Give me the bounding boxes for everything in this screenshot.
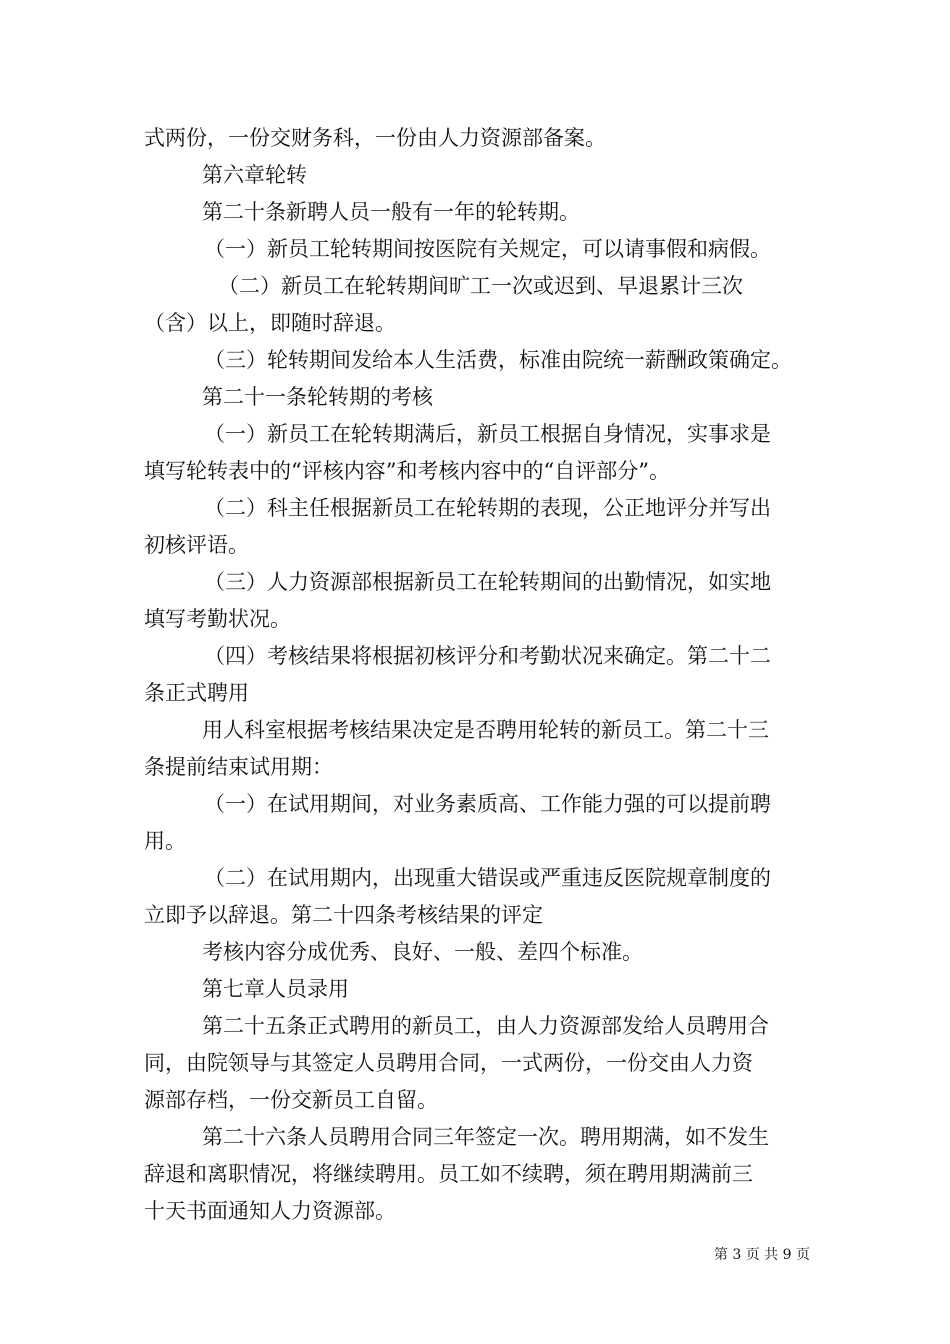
text-line: 初核评语。 <box>144 533 249 557</box>
paragraph-text: 考核内容分成优秀、良好、一般、差四个标准。 <box>202 940 643 964</box>
text-line: 条提前结束试用期： <box>144 755 333 779</box>
text-line: 十天书面通知人力资源部。 <box>144 1199 396 1223</box>
text-line: （含）以上，即随时辞退。 <box>144 311 396 335</box>
clause-text: （二）新员工在轮转期间旷工一次或迟到、早退累计三次 <box>218 274 743 298</box>
text-line: 用。 <box>144 829 186 853</box>
text-line: 同，由院领导与其签定人员聘用合同，一式两份，一份交由人力资 <box>144 1051 753 1075</box>
clause-text: （三）轮转期间发给本人生活费，标准由院统一薪酬政策确定。 <box>204 348 792 372</box>
clause-text: （一）新员工在轮转期满后，新员工根据自身情况，实事求是 <box>204 422 771 446</box>
text-line: 填写轮转表中的“评核内容”和考核内容中的“自评部分”。 <box>144 459 670 483</box>
clause-text: （四）考核结果将根据初核评分和考勤状况来确定。第二十二 <box>204 644 771 668</box>
clause-text: （一）新员工轮转期间按医院有关规定，可以请事假和病假。 <box>204 237 771 261</box>
paragraph-text: 用人科室根据考核结果决定是否聘用轮转的新员工。第二十三 <box>202 718 769 742</box>
clause-text: （三）人力资源部根据新员工在轮转期间的出勤情况，如实地 <box>204 570 771 594</box>
page-number: 第 3 页 共 9 页 <box>713 1247 810 1263</box>
text-line: 条正式聘用 <box>144 681 249 705</box>
article-text: 第二十六条人员聘用合同三年签定一次。聘用期满，如不发生 <box>202 1125 769 1149</box>
clause-text: （二）在试用期内，出现重大错误或严重违反医院规章制度的 <box>204 866 771 890</box>
text-line: 辞退和离职情况，将继续聘用。员工如不续聘，须在聘用期满前三 <box>144 1162 753 1186</box>
article-text: 第二十一条轮转期的考核 <box>202 385 433 409</box>
article-text: 第二十五条正式聘用的新员工，由人力资源部发给人员聘用合 <box>202 1014 769 1038</box>
chapter-heading: 第六章轮转 <box>202 163 307 187</box>
chapter-heading: 第七章人员录用 <box>202 977 349 1001</box>
document-body <box>144 120 810 1230</box>
article-text: 第二十条新聘人员一般有一年的轮转期。 <box>202 200 580 224</box>
clause-text: （二）科主任根据新员工在轮转期的表现，公正地评分并写出 <box>204 496 771 520</box>
text-line: 填写考勤状况。 <box>144 607 291 631</box>
clause-text: （一）在试用期间，对业务素质高、工作能力强的可以提前聘 <box>204 792 771 816</box>
text-line: 式两份，一份交财务科，一份由人力资源部备案。 <box>144 126 606 150</box>
text-line: 源部存档，一份交新员工自留。 <box>144 1088 438 1112</box>
text-line: 立即予以辞退。第二十四条考核结果的评定 <box>144 903 543 927</box>
